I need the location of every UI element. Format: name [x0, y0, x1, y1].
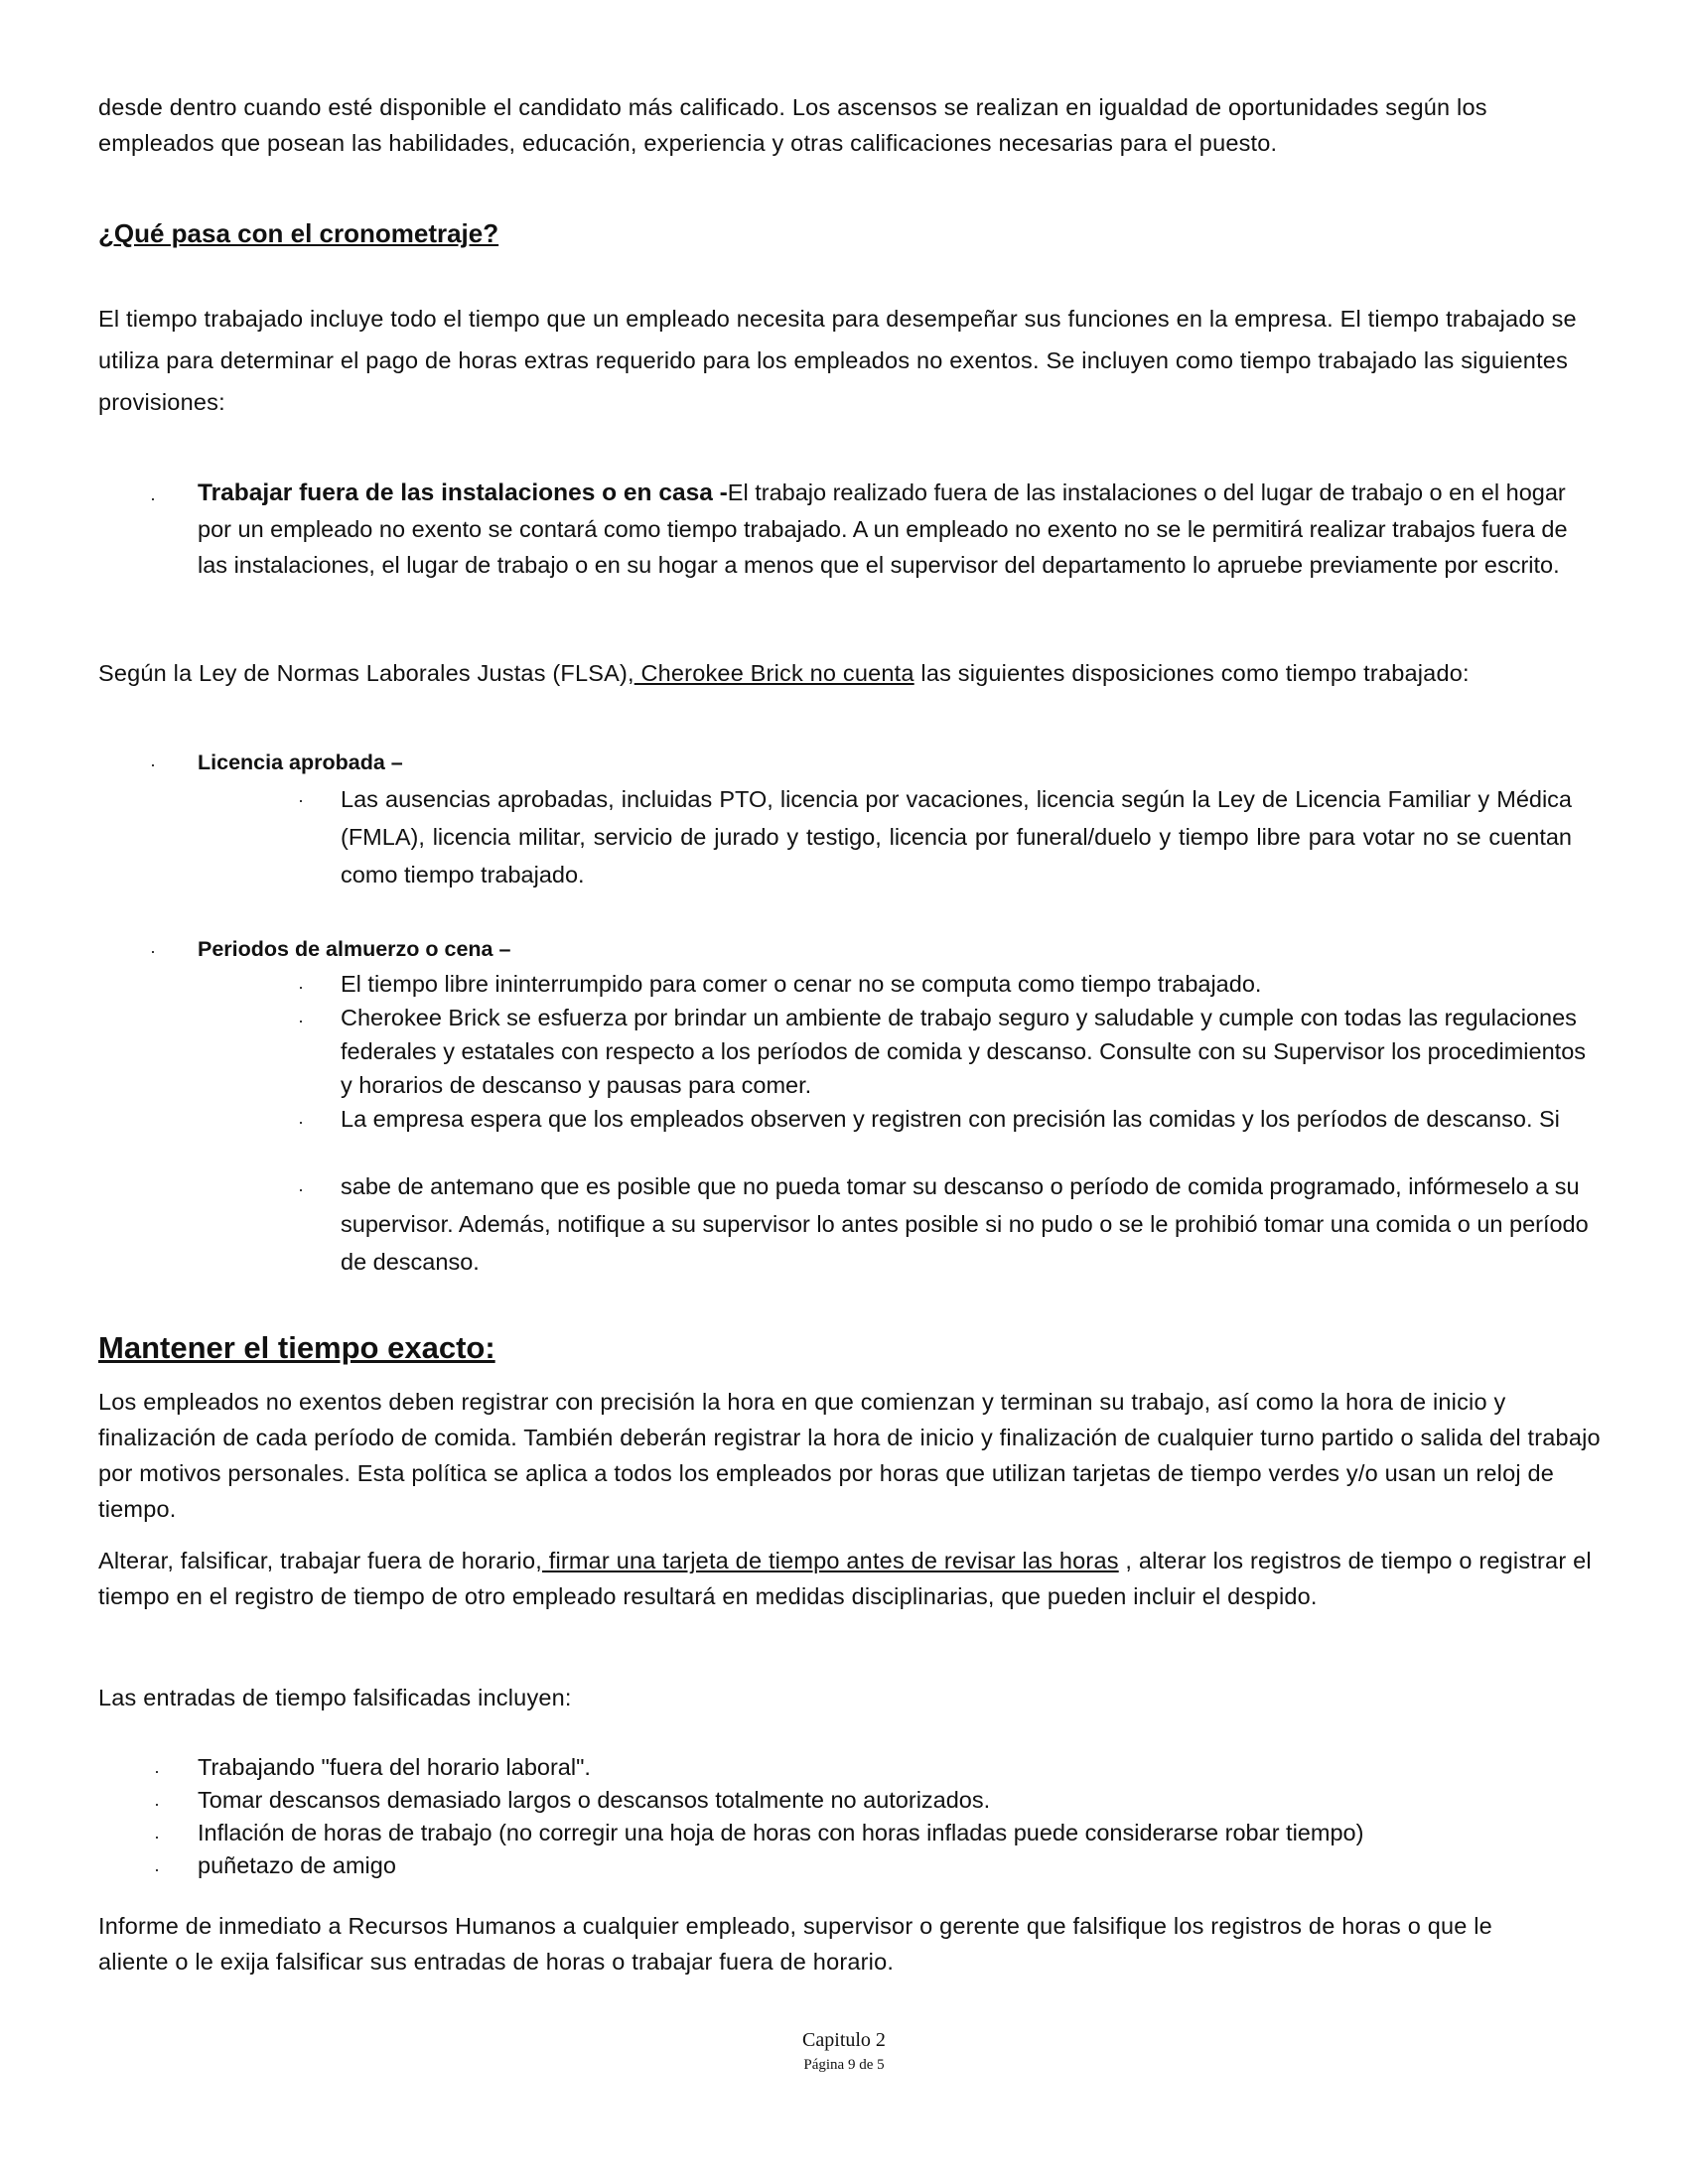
- timekeeping-paragraph: El tiempo trabajado incluye todo el tiempo que un empleado necesita para desempeñar sus funciones en la empresa. El tiempo trabajado se utiliza para determinar el pago de horas extras requerido para los empleados no exentos. Se incluyen como tiempo trabajado las siguientes provisiones:: [98, 306, 1577, 415]
- bullet-icon: ·: [150, 941, 156, 961]
- alteration-underlined-text: firmar una tarjeta de tiempo antes de revisar las horas: [541, 1548, 1119, 1573]
- intro-paragraph: desde dentro cuando esté disponible el candidato más calificado. Los ascensos se realizan en igualdad de oportunidades según los empleados que posean las habilidades, educación, experiencia y otras calificaciones necesarias para el puesto.: [98, 94, 1487, 156]
- bullet-icon: ·: [298, 977, 304, 997]
- flsa-text-after: las siguientes disposiciones como tiempo trabajado:: [914, 660, 1470, 686]
- falsified-entry-item: Tomar descansos demasiado largos o descansos totalmente no autorizados.: [198, 1787, 991, 1813]
- bullet-icon: ·: [298, 1179, 304, 1199]
- alteration-text-before: Alterar, falsificar, trabajar fuera de horario,: [98, 1548, 542, 1573]
- offsite-work-text: El trabajo realizado fuera de las instalaciones o del lugar de trabajo o en el hogar por un empleado no exento se contará como tiempo trabajado. A un empleado no exento no se le permitirá realizar trabajos fuera de las instalaciones, el lugar de trabajo o en su hogar a menos que el supervisor del departamento lo apruebe previamente por escrito.: [198, 479, 1568, 578]
- offsite-work-item: [198, 475, 1568, 583]
- bullet-icon: ·: [154, 1827, 160, 1846]
- flsa-text-before: Según la Ley de Normas Laborales Justas (FLSA),: [98, 660, 634, 686]
- section-heading-accurate-time: Mantener el tiempo exacto:: [98, 1330, 495, 1365]
- offsite-work-lead: Trabajar fuera de las instalaciones o en casa -: [198, 479, 728, 506]
- section-heading-timekeeping: ¿Qué pasa con el cronometraje?: [98, 218, 499, 248]
- bullet-icon: ·: [154, 1859, 160, 1879]
- meal-periods-item: Cherokee Brick se esfuerza por brindar un ambiente de trabajo seguro y saludable y cumple con todas las regulaciones federales y estatales con respecto a los períodos de comida y descanso. Consulte con su Supervisor los procedimientos y horarios de descanso y pausas para comer.: [341, 1005, 1587, 1098]
- flsa-paragraph: [98, 655, 1528, 691]
- meal-periods-item: El tiempo libre ininterrumpido para comer o cenar no se computa como tiempo trabajado.: [341, 971, 1262, 997]
- bullet-icon: ·: [154, 1794, 160, 1814]
- footer-chapter: Capitulo 2: [802, 2029, 886, 2051]
- approved-leave-label: Licencia aprobada –: [198, 751, 403, 774]
- accurate-time-paragraph: Los empleados no exentos deben registrar con precisión la hora en que comienzan y terminan su trabajo, así como la hora de inicio y finalización de cada período de comida. También deberán registrar la hora de inicio y finalización de cualquier turno partido o salida del trabajo por motivos personales. Esta política se aplica a todos los empleados por horas que utilizan tarjetas de tiempo verdes y/o usan un reloj de tiempo.: [98, 1389, 1601, 1522]
- bullet-icon: ·: [150, 488, 156, 508]
- falsified-entry-item: puñetazo de amigo: [198, 1852, 396, 1878]
- footer-page-number: Página 9 de 5: [803, 2057, 885, 2073]
- flsa-underlined-text: Cherokee Brick no cuenta: [633, 660, 914, 686]
- falsified-entries-intro: Las entradas de tiempo falsificadas incluyen:: [98, 1685, 572, 1710]
- bullet-icon: ·: [298, 790, 304, 810]
- meal-periods-label: Periodos de almuerzo o cena –: [198, 937, 511, 961]
- approved-leave-item: Las ausencias aprobadas, incluidas PTO, licencia por vacaciones, licencia según la Ley de Licencia Familiar y Médica (FMLA), licencia militar, servicio de jurado y testigo, licencia por funeral/duelo y tiempo libre para votar no se cuentan como tiempo trabajado.: [341, 786, 1572, 887]
- meal-periods-item: sabe de antemano que es posible que no pueda tomar su descanso o período de comida programado, infórmeselo a su supervisor. Además, notifique a su supervisor lo antes posible si no pudo o se le prohibió tomar una comida o un período de descanso.: [341, 1173, 1589, 1275]
- bullet-icon: ·: [154, 1761, 160, 1781]
- alteration-text-after: , alterar los registros de tiempo o registrar el tiempo en el registro de tiempo de otro empleado resultará en medidas disciplinarias, que pueden incluir el despido.: [98, 1548, 1592, 1609]
- falsified-entry-item: Inflación de horas de trabajo (no corregir una hoja de horas con horas infladas puede considerarse robar tiempo): [198, 1820, 1364, 1845]
- bullet-icon: ·: [150, 754, 156, 774]
- meal-periods-item: La empresa espera que los empleados observen y registren con precisión las comidas y los períodos de descanso. Si: [341, 1106, 1560, 1132]
- report-paragraph: Informe de inmediato a Recursos Humanos a cualquier empleado, supervisor o gerente que falsifique los registros de horas o que le aliente o le exija falsificar sus entradas de horas o trabajar fuera de horario.: [98, 1913, 1492, 1975]
- bullet-icon: ·: [298, 1112, 304, 1132]
- falsified-entry-item: Trabajando "fuera del horario laboral".: [198, 1754, 591, 1780]
- bullet-icon: ·: [298, 1011, 304, 1030]
- alteration-paragraph: [98, 1543, 1627, 1614]
